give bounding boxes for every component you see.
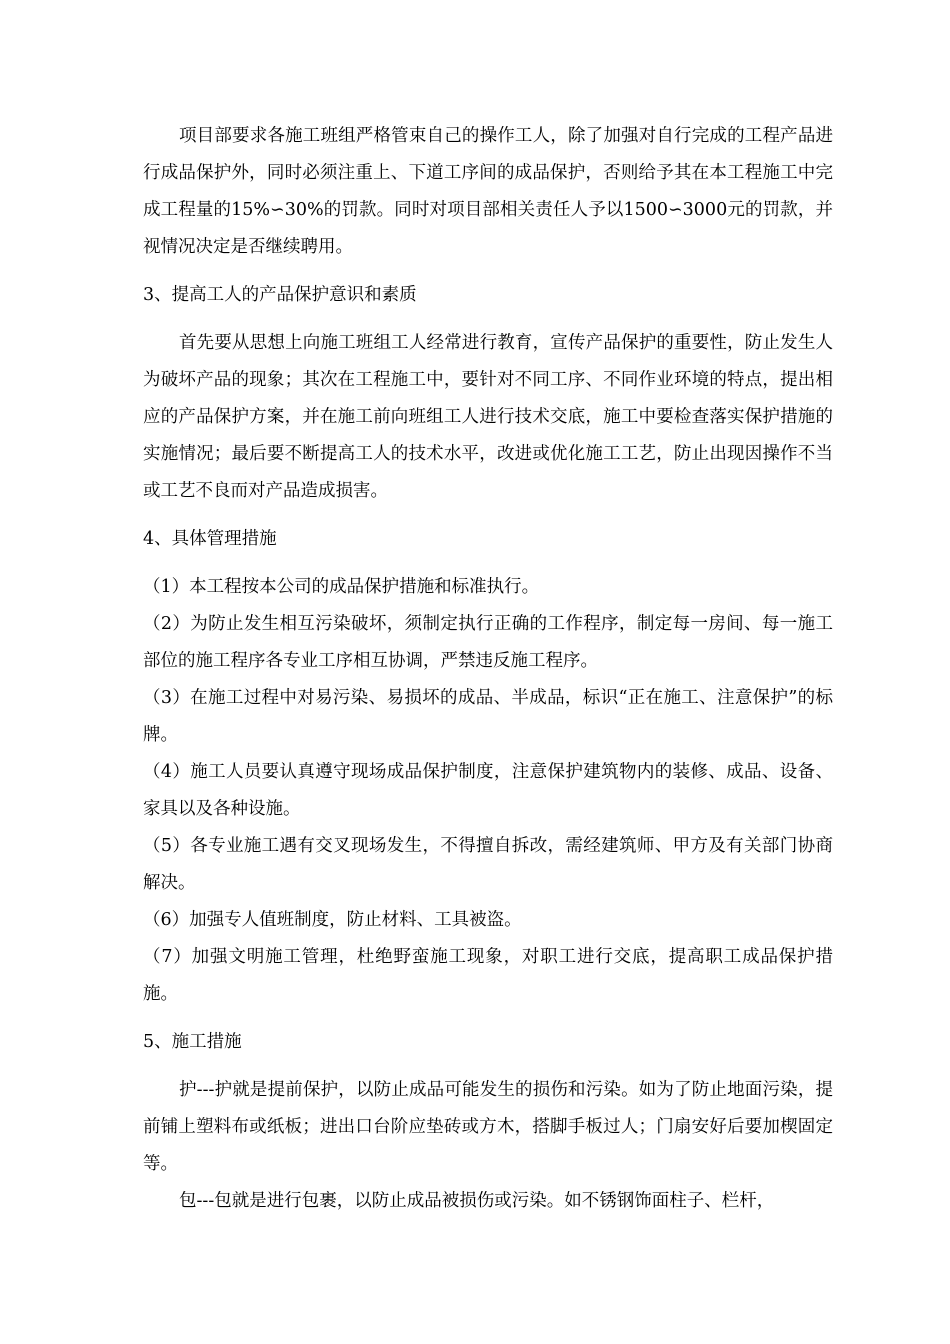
heading-section-5: 5、施工措施 [143, 1032, 242, 1052]
heading-section-3: 3、提高工人的产品保护意识和素质 [143, 285, 417, 305]
measure-item-4: （4）施工人员要认真遵守现场成品保护制度，注意保护建筑物内的装修、成品、设备、家具以及各种设施。 [143, 762, 833, 819]
measure-item-7: （7）加强文明施工管理，杜绝野蛮施工现象，对职工进行交底，提高职工成品保护措施。 [143, 947, 833, 1004]
measure-item-6: （6）加强专人值班制度，防止材料、工具被盗。 [143, 910, 522, 930]
measure-item-5: （5）各专业施工遇有交叉现场发生，不得擅自拆改，需经建筑师、甲方及有关部门协商解决。 [143, 836, 833, 893]
paragraph-wrap: 包---包就是进行包裹，以防止成品被损伤或污染。如不锈钢饰面柱子、栏杆， [179, 1191, 775, 1211]
measure-item-1: （1）本工程按本公司的成品保护措施和标准执行。 [143, 577, 540, 597]
measure-item-2: （2）为防止发生相互污染破坏，须制定执行正确的工作程序，制定每一房间、每一施工部位的施工程序各专业工序相互协调，严禁违反施工程序。 [143, 614, 833, 671]
paragraph-awareness: 首先要从思想上向施工班组工人经常进行教育，宣传产品保护的重要性，防止发生人为破坏产品的现象；其次在工程施工中，要针对不同工序、不同作业环境的特点，提出相应的产品保护方案，并在施工前向班组工人进行技术交底，施工中要检查落实保护措施的实施情况；最后要不断提高工人的技术水平，改进或优化施工工艺，防止出现因操作不当或工艺不良而对产品造成损害。 [143, 333, 833, 501]
paragraph-protect: 护---护就是提前保护，以防止成品可能发生的损伤和污染。如为了防止地面污染，提前铺上塑料布或纸板；进出口台阶应垫砖或方木，搭脚手板过人；门扇安好后要加楔固定等。 [143, 1080, 833, 1174]
document-page [143, 118, 833, 1220]
measure-item-3: （3）在施工过程中对易污染、易损坏的成品、半成品，标识“正在施工、注意保护”的标牌。 [143, 688, 833, 745]
heading-section-4: 4、具体管理措施 [143, 529, 277, 549]
paragraph-responsibility: 项目部要求各施工班组严格管束自己的操作工人，除了加强对自行完成的工程产品进行成品保护外，同时必须注重上、下道工序间的成品保护，否则给予其在本工程施工中完成工程量的15%∽30%的罚款。同时对项目部相关责任人予以1500∽3000元的罚款，并视情况决定是否继续聘用。 [143, 126, 833, 257]
measures-list [143, 569, 833, 1013]
